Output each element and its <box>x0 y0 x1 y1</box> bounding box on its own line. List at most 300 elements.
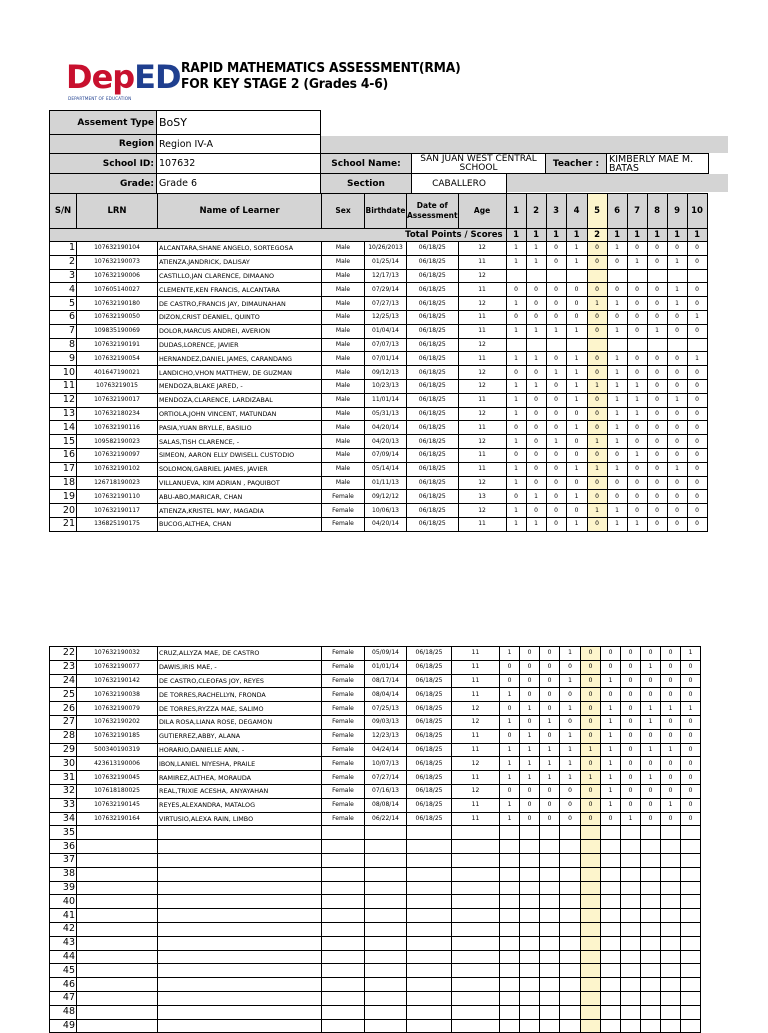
row-score-item-2[interactable]: 0 <box>526 310 546 324</box>
row-sn[interactable]: 30 <box>50 757 77 771</box>
row-sn[interactable]: 13 <box>50 407 77 421</box>
row-score-item-8[interactable]: 1 <box>641 743 661 757</box>
row-score-item-6[interactable]: 1 <box>601 715 621 729</box>
row-score-item-4[interactable]: 1 <box>566 324 587 338</box>
row-score-item-5[interactable]: 0 <box>581 729 601 743</box>
row-sex[interactable] <box>322 922 365 936</box>
row-birthdate[interactable]: 09/12/12 <box>365 490 407 504</box>
row-score-item-5[interactable] <box>581 840 601 854</box>
row-date-assessment[interactable] <box>407 895 452 909</box>
row-score-item-8[interactable]: 0 <box>647 490 667 504</box>
row-score-item-3[interactable]: 0 <box>546 421 566 435</box>
row-score-item-6[interactable] <box>601 936 621 950</box>
row-date-assessment[interactable]: 06/18/25 <box>407 407 459 421</box>
row-score-item-4[interactable] <box>560 867 581 881</box>
row-sex[interactable]: Male <box>322 352 365 366</box>
row-score-item-8[interactable]: 1 <box>641 702 661 716</box>
row-score-item-7[interactable]: 0 <box>627 490 647 504</box>
row-score-item-10[interactable] <box>681 853 701 867</box>
row-score-item-3[interactable]: 1 <box>540 771 560 785</box>
row-score-item-1[interactable]: 1 <box>500 757 520 771</box>
row-score-item-8[interactable] <box>641 978 661 992</box>
row-score-item-8[interactable] <box>647 269 667 283</box>
row-lrn[interactable] <box>77 978 158 992</box>
row-score-item-9[interactable]: 1 <box>661 743 681 757</box>
row-score-item-4[interactable]: 0 <box>566 476 587 490</box>
row-score-item-6[interactable] <box>601 909 621 923</box>
row-score-item-3[interactable] <box>540 1005 560 1019</box>
row-score-item-9[interactable]: 0 <box>667 407 687 421</box>
row-score-item-9[interactable] <box>661 826 681 840</box>
row-sn[interactable]: 49 <box>50 1019 77 1033</box>
row-learner-name[interactable]: VILLANUEVA, KIM ADRIAN , PAQUIBOT <box>158 476 322 490</box>
row-score-item-8[interactable]: 0 <box>641 812 661 826</box>
row-sn[interactable]: 40 <box>50 895 77 909</box>
row-sex[interactable]: Female <box>322 660 365 674</box>
row-score-item-4[interactable]: 1 <box>566 242 587 256</box>
row-score-item-4[interactable] <box>560 881 581 895</box>
row-lrn[interactable]: 107632190191 <box>77 338 158 352</box>
row-score-item-9[interactable] <box>661 895 681 909</box>
row-lrn[interactable] <box>77 867 158 881</box>
row-score-item-1[interactable]: 1 <box>500 688 520 702</box>
row-learner-name[interactable]: ABU-ABO,MARICAR, CHAN <box>158 490 322 504</box>
row-score-item-3[interactable] <box>540 964 560 978</box>
row-learner-name[interactable] <box>158 895 322 909</box>
row-learner-name[interactable] <box>158 867 322 881</box>
row-age[interactable] <box>452 840 500 854</box>
row-age[interactable]: 11 <box>452 798 500 812</box>
row-score-item-5[interactable]: 0 <box>581 674 601 688</box>
row-score-item-3[interactable]: 0 <box>546 504 566 518</box>
row-score-item-2[interactable] <box>526 338 546 352</box>
row-sn[interactable]: 26 <box>50 702 77 716</box>
row-age[interactable] <box>452 1005 500 1019</box>
row-score-item-4[interactable]: 0 <box>566 448 587 462</box>
row-learner-name[interactable] <box>158 853 322 867</box>
row-age[interactable]: 11 <box>458 324 506 338</box>
row-score-item-7[interactable] <box>621 895 641 909</box>
row-score-item-8[interactable] <box>641 826 661 840</box>
row-score-item-1[interactable]: 0 <box>506 421 526 435</box>
row-score-item-2[interactable]: 1 <box>526 517 546 531</box>
row-birthdate[interactable] <box>365 964 407 978</box>
row-birthdate[interactable]: 07/25/13 <box>365 702 407 716</box>
row-score-item-4[interactable] <box>560 1005 581 1019</box>
row-score-item-7[interactable]: 0 <box>621 688 641 702</box>
row-lrn[interactable]: 107632190110 <box>77 490 158 504</box>
row-sex[interactable]: Female <box>322 757 365 771</box>
row-score-item-1[interactable] <box>500 1005 520 1019</box>
row-sex[interactable]: Male <box>322 297 365 311</box>
row-score-item-6[interactable]: 0 <box>607 310 627 324</box>
row-score-item-4[interactable] <box>560 964 581 978</box>
row-score-item-7[interactable]: 1 <box>627 255 647 269</box>
row-score-item-3[interactable] <box>546 269 566 283</box>
row-score-item-10[interactable]: 0 <box>687 476 707 490</box>
row-score-item-10[interactable]: 0 <box>687 490 707 504</box>
row-score-item-5[interactable]: 0 <box>587 283 607 297</box>
row-lrn[interactable]: 107632190054 <box>77 352 158 366</box>
row-sex[interactable]: Male <box>322 324 365 338</box>
row-score-item-10[interactable] <box>681 936 701 950</box>
row-score-item-8[interactable]: 0 <box>647 421 667 435</box>
row-score-item-7[interactable] <box>621 867 641 881</box>
row-score-item-3[interactable] <box>540 853 560 867</box>
row-score-item-9[interactable] <box>661 991 681 1005</box>
row-sn[interactable]: 45 <box>50 964 77 978</box>
row-lrn[interactable]: 109582190023 <box>77 435 158 449</box>
row-score-item-2[interactable] <box>520 840 540 854</box>
row-birthdate[interactable]: 07/29/14 <box>365 283 407 297</box>
row-sn[interactable]: 4 <box>50 283 77 297</box>
row-birthdate[interactable]: 01/25/14 <box>365 255 407 269</box>
row-age[interactable] <box>452 867 500 881</box>
row-sex[interactable]: Male <box>322 476 365 490</box>
row-score-item-10[interactable]: 0 <box>681 771 701 785</box>
row-birthdate[interactable]: 09/12/13 <box>365 366 407 380</box>
row-score-item-9[interactable] <box>661 964 681 978</box>
row-birthdate[interactable] <box>365 1019 407 1033</box>
row-score-item-8[interactable]: 0 <box>647 366 667 380</box>
row-learner-name[interactable] <box>158 964 322 978</box>
row-score-item-6[interactable]: 0 <box>607 476 627 490</box>
row-date-assessment[interactable]: 06/18/25 <box>407 517 459 531</box>
row-score-item-9[interactable] <box>667 269 687 283</box>
row-score-item-10[interactable]: 1 <box>681 647 701 661</box>
row-score-item-7[interactable] <box>627 269 647 283</box>
row-score-item-2[interactable]: 1 <box>526 490 546 504</box>
row-score-item-6[interactable]: 1 <box>607 379 627 393</box>
row-date-assessment[interactable] <box>407 978 452 992</box>
row-age[interactable]: 11 <box>458 310 506 324</box>
row-date-assessment[interactable] <box>407 991 452 1005</box>
row-score-item-6[interactable]: 1 <box>607 421 627 435</box>
row-age[interactable] <box>452 950 500 964</box>
row-date-assessment[interactable] <box>407 964 452 978</box>
row-score-item-10[interactable]: 0 <box>687 504 707 518</box>
row-learner-name[interactable] <box>158 1005 322 1019</box>
row-lrn[interactable]: 107632190038 <box>77 688 158 702</box>
row-score-item-7[interactable]: 0 <box>621 798 641 812</box>
row-sn[interactable]: 3 <box>50 269 77 283</box>
row-age[interactable]: 12 <box>458 379 506 393</box>
row-sn[interactable]: 27 <box>50 715 77 729</box>
row-score-item-2[interactable]: 0 <box>520 715 540 729</box>
row-learner-name[interactable]: CRUZ,ALLYZA MAE, DE CASTRO <box>158 647 322 661</box>
row-score-item-1[interactable]: 1 <box>506 242 526 256</box>
row-score-item-4[interactable]: 1 <box>566 255 587 269</box>
row-score-item-3[interactable]: 0 <box>546 310 566 324</box>
row-score-item-3[interactable]: 0 <box>540 812 560 826</box>
row-score-item-2[interactable]: 1 <box>520 757 540 771</box>
row-score-item-4[interactable]: 1 <box>566 393 587 407</box>
row-birthdate[interactable]: 10/26/2013 <box>365 242 407 256</box>
row-age[interactable]: 12 <box>452 702 500 716</box>
row-score-item-3[interactable]: 0 <box>546 242 566 256</box>
row-age[interactable]: 12 <box>458 242 506 256</box>
row-sn[interactable]: 12 <box>50 393 77 407</box>
row-score-item-6[interactable]: 1 <box>607 393 627 407</box>
row-age[interactable]: 12 <box>458 366 506 380</box>
row-date-assessment[interactable]: 06/18/25 <box>407 504 459 518</box>
row-learner-name[interactable]: ALCANTARA,SHANE ANGELO, SORTEGOSA <box>158 242 322 256</box>
row-score-item-9[interactable]: 0 <box>667 504 687 518</box>
row-date-assessment[interactable] <box>407 909 452 923</box>
row-score-item-8[interactable]: 0 <box>647 476 667 490</box>
row-score-item-3[interactable]: 1 <box>546 324 566 338</box>
row-score-item-8[interactable] <box>641 991 661 1005</box>
row-score-item-6[interactable] <box>601 950 621 964</box>
row-age[interactable] <box>452 1019 500 1033</box>
row-lrn[interactable]: 500340190319 <box>77 743 158 757</box>
row-score-item-10[interactable]: 0 <box>687 421 707 435</box>
row-birthdate[interactable]: 04/20/14 <box>365 421 407 435</box>
row-score-item-10[interactable]: 0 <box>687 297 707 311</box>
row-score-item-2[interactable]: 0 <box>520 798 540 812</box>
row-score-item-5[interactable] <box>581 922 601 936</box>
row-score-item-7[interactable]: 0 <box>627 352 647 366</box>
row-score-item-8[interactable] <box>641 909 661 923</box>
row-score-item-7[interactable]: 0 <box>627 366 647 380</box>
row-score-item-3[interactable]: 0 <box>540 702 560 716</box>
row-score-item-3[interactable] <box>540 881 560 895</box>
row-score-item-6[interactable]: 0 <box>601 688 621 702</box>
school-id-value[interactable]: 107632 <box>156 153 321 174</box>
row-score-item-8[interactable] <box>641 881 661 895</box>
row-sn[interactable]: 22 <box>50 647 77 661</box>
row-score-item-8[interactable]: 0 <box>647 255 667 269</box>
row-birthdate[interactable]: 10/07/13 <box>365 757 407 771</box>
row-score-item-4[interactable]: 1 <box>566 490 587 504</box>
row-score-item-8[interactable]: 1 <box>641 771 661 785</box>
row-score-item-7[interactable] <box>621 950 641 964</box>
row-score-item-1[interactable] <box>506 269 526 283</box>
row-lrn[interactable]: 107632190050 <box>77 310 158 324</box>
row-score-item-9[interactable] <box>661 881 681 895</box>
row-birthdate[interactable] <box>365 991 407 1005</box>
row-score-item-2[interactable]: 1 <box>526 352 546 366</box>
row-age[interactable]: 12 <box>458 338 506 352</box>
row-sex[interactable]: Female <box>322 798 365 812</box>
row-age[interactable]: 12 <box>452 784 500 798</box>
row-score-item-2[interactable]: 0 <box>520 674 540 688</box>
row-score-item-3[interactable]: 0 <box>546 517 566 531</box>
row-score-item-9[interactable]: 1 <box>667 393 687 407</box>
row-sex[interactable]: Male <box>322 435 365 449</box>
row-score-item-7[interactable] <box>621 909 641 923</box>
row-score-item-1[interactable]: 1 <box>506 379 526 393</box>
row-date-assessment[interactable]: 06/18/25 <box>407 283 459 297</box>
row-score-item-2[interactable] <box>520 991 540 1005</box>
row-score-item-3[interactable] <box>540 991 560 1005</box>
row-score-item-5[interactable]: 0 <box>587 407 607 421</box>
row-score-item-2[interactable]: 0 <box>526 448 546 462</box>
row-sex[interactable]: Female <box>322 771 365 785</box>
row-lrn[interactable]: 107632180234 <box>77 407 158 421</box>
row-score-item-3[interactable]: 0 <box>546 255 566 269</box>
row-sex[interactable]: Male <box>322 269 365 283</box>
row-score-item-8[interactable] <box>641 840 661 854</box>
row-score-item-9[interactable]: 0 <box>667 448 687 462</box>
row-score-item-3[interactable] <box>540 826 560 840</box>
row-sex[interactable]: Female <box>322 517 365 531</box>
row-birthdate[interactable]: 07/27/13 <box>365 297 407 311</box>
row-learner-name[interactable]: DE CASTRO,FRANCIS JAY, DIMAUNAHAN <box>158 297 322 311</box>
row-date-assessment[interactable]: 06/18/25 <box>407 715 452 729</box>
row-score-item-4[interactable]: 0 <box>566 435 587 449</box>
row-score-item-4[interactable]: 1 <box>566 462 587 476</box>
row-score-item-2[interactable]: 0 <box>526 421 546 435</box>
row-lrn[interactable] <box>77 895 158 909</box>
row-score-item-1[interactable]: 1 <box>500 812 520 826</box>
row-score-item-7[interactable]: 0 <box>621 757 641 771</box>
row-score-item-4[interactable]: 0 <box>566 297 587 311</box>
row-sex[interactable]: Male <box>322 366 365 380</box>
row-score-item-8[interactable] <box>641 895 661 909</box>
row-score-item-7[interactable] <box>627 338 647 352</box>
row-sn[interactable]: 6 <box>50 310 77 324</box>
row-score-item-1[interactable]: 1 <box>506 462 526 476</box>
row-score-item-8[interactable]: 1 <box>647 324 667 338</box>
row-score-item-9[interactable]: 1 <box>661 798 681 812</box>
row-score-item-7[interactable]: 0 <box>627 310 647 324</box>
row-score-item-8[interactable] <box>641 922 661 936</box>
row-score-item-7[interactable]: 1 <box>627 407 647 421</box>
row-score-item-10[interactable]: 0 <box>687 448 707 462</box>
row-score-item-1[interactable]: 1 <box>506 297 526 311</box>
row-score-item-7[interactable]: 0 <box>621 784 641 798</box>
row-birthdate[interactable] <box>365 853 407 867</box>
row-score-item-10[interactable]: 1 <box>681 702 701 716</box>
row-sex[interactable] <box>322 840 365 854</box>
row-score-item-10[interactable] <box>681 991 701 1005</box>
row-score-item-6[interactable]: 1 <box>601 743 621 757</box>
row-score-item-8[interactable] <box>641 936 661 950</box>
row-score-item-8[interactable] <box>641 867 661 881</box>
row-score-item-1[interactable]: 1 <box>506 255 526 269</box>
row-score-item-5[interactable]: 1 <box>587 297 607 311</box>
row-score-item-9[interactable]: 0 <box>667 352 687 366</box>
row-score-item-5[interactable] <box>581 1005 601 1019</box>
row-score-item-9[interactable] <box>661 922 681 936</box>
row-score-item-7[interactable]: 0 <box>627 462 647 476</box>
row-age[interactable]: 12 <box>458 476 506 490</box>
row-sex[interactable]: Female <box>322 729 365 743</box>
row-birthdate[interactable] <box>365 1005 407 1019</box>
assessment-type-value[interactable]: BoSY <box>156 110 321 135</box>
row-score-item-6[interactable] <box>601 922 621 936</box>
row-score-item-10[interactable] <box>681 909 701 923</box>
row-score-item-10[interactable]: 0 <box>687 462 707 476</box>
row-score-item-3[interactable] <box>540 978 560 992</box>
row-learner-name[interactable]: HERNANDEZ,DANIEL JAMES, CARANDANG <box>158 352 322 366</box>
row-score-item-5[interactable]: 1 <box>581 771 601 785</box>
row-score-item-3[interactable]: 0 <box>546 283 566 297</box>
row-sn[interactable]: 47 <box>50 991 77 1005</box>
row-score-item-6[interactable]: 1 <box>607 517 627 531</box>
row-sn[interactable]: 25 <box>50 688 77 702</box>
row-score-item-6[interactable]: 1 <box>601 771 621 785</box>
row-birthdate[interactable]: 01/04/14 <box>365 324 407 338</box>
teacher-value[interactable] <box>606 153 709 174</box>
row-score-item-2[interactable] <box>520 881 540 895</box>
row-sex[interactable] <box>322 881 365 895</box>
row-birthdate[interactable]: 05/14/14 <box>365 462 407 476</box>
row-lrn[interactable]: 107618180025 <box>77 784 158 798</box>
row-score-item-6[interactable]: 1 <box>607 462 627 476</box>
row-lrn[interactable] <box>77 950 158 964</box>
row-sex[interactable]: Male <box>322 310 365 324</box>
row-sn[interactable]: 39 <box>50 881 77 895</box>
row-score-item-7[interactable]: 0 <box>621 771 641 785</box>
row-score-item-8[interactable] <box>641 964 661 978</box>
row-sex[interactable] <box>322 909 365 923</box>
row-sn[interactable]: 36 <box>50 840 77 854</box>
row-score-item-8[interactable]: 0 <box>641 647 661 661</box>
row-score-item-10[interactable]: 0 <box>687 393 707 407</box>
row-score-item-6[interactable]: 1 <box>607 407 627 421</box>
row-score-item-4[interactable]: 1 <box>560 757 581 771</box>
row-learner-name[interactable]: PASIA,YUAN BRYLLE, BASILIO <box>158 421 322 435</box>
row-sex[interactable]: Female <box>322 504 365 518</box>
row-score-item-7[interactable]: 0 <box>621 674 641 688</box>
row-date-assessment[interactable] <box>407 1019 452 1033</box>
row-score-item-10[interactable]: 0 <box>681 812 701 826</box>
row-date-assessment[interactable]: 06/18/25 <box>407 338 459 352</box>
row-score-item-7[interactable]: 0 <box>627 324 647 338</box>
row-sex[interactable]: Female <box>322 812 365 826</box>
row-sex[interactable]: Male <box>322 379 365 393</box>
row-sn[interactable]: 46 <box>50 978 77 992</box>
row-age[interactable]: 11 <box>458 517 506 531</box>
row-score-item-1[interactable]: 1 <box>506 476 526 490</box>
row-age[interactable] <box>452 881 500 895</box>
row-score-item-8[interactable]: 0 <box>647 435 667 449</box>
row-score-item-9[interactable] <box>661 936 681 950</box>
row-lrn[interactable]: 107632190097 <box>77 448 158 462</box>
row-score-item-5[interactable]: 0 <box>581 798 601 812</box>
row-learner-name[interactable]: SIMEON, AARON ELLY DWISELL CUSTODIO <box>158 448 322 462</box>
row-age[interactable]: 11 <box>458 352 506 366</box>
row-birthdate[interactable] <box>365 826 407 840</box>
row-score-item-5[interactable] <box>581 895 601 909</box>
row-learner-name[interactable]: DOLOR,MARCUS ANDREI, AVERION <box>158 324 322 338</box>
row-score-item-1[interactable]: 0 <box>500 729 520 743</box>
row-score-item-10[interactable]: 0 <box>681 784 701 798</box>
row-score-item-6[interactable]: 1 <box>601 798 621 812</box>
row-score-item-9[interactable] <box>661 950 681 964</box>
row-age[interactable] <box>452 826 500 840</box>
row-score-item-7[interactable] <box>621 964 641 978</box>
row-score-item-3[interactable]: 0 <box>546 490 566 504</box>
row-sex[interactable] <box>322 978 365 992</box>
row-age[interactable]: 12 <box>458 297 506 311</box>
row-lrn[interactable] <box>77 840 158 854</box>
row-lrn[interactable]: 107632190017 <box>77 393 158 407</box>
section-value[interactable]: CABALLERO <box>411 173 507 194</box>
row-lrn[interactable]: 10763219015 <box>77 379 158 393</box>
row-score-item-6[interactable] <box>601 867 621 881</box>
row-learner-name[interactable]: DILA ROSA,LIANA ROSE, DEGAMON <box>158 715 322 729</box>
row-score-item-8[interactable]: 0 <box>641 688 661 702</box>
row-score-item-3[interactable]: 1 <box>540 743 560 757</box>
row-sn[interactable]: 28 <box>50 729 77 743</box>
row-score-item-1[interactable]: 1 <box>506 517 526 531</box>
row-sex[interactable] <box>322 1019 365 1033</box>
row-sn[interactable]: 18 <box>50 476 77 490</box>
row-learner-name[interactable]: DE CASTRO,CLEOFAS JOY, REYES <box>158 674 322 688</box>
